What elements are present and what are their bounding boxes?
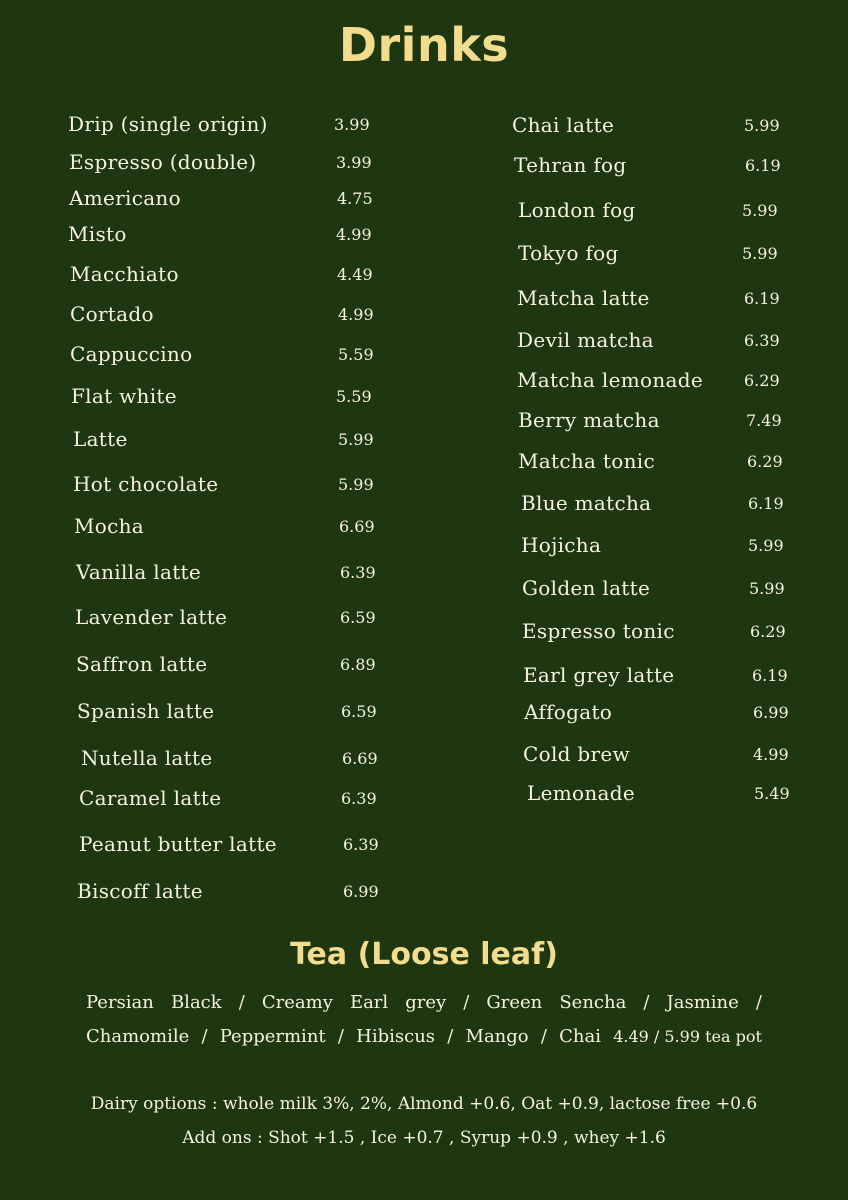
menu-item-name: Matcha latte: [517, 286, 650, 310]
menu-item-price: 3.99: [336, 153, 372, 172]
tea-word: Mango: [465, 1026, 529, 1047]
tea-word: Black: [170, 992, 222, 1013]
menu-item-name: Spanish latte: [77, 699, 215, 723]
menu-item-name: Americano: [69, 186, 181, 210]
dairy-options: Dairy options : whole milk 3%, 2%, Almond +0.6, Oat +0.9, lactose free +0.6: [90, 1094, 758, 1114]
menu-item-price: 5.59: [338, 345, 374, 364]
tea-word: Hibiscus: [356, 1026, 436, 1047]
menu-item-price: 5.49: [754, 784, 790, 803]
separator: /: [238, 992, 245, 1013]
menu-item-price: 6.29: [750, 622, 786, 641]
menu-item-name: Earl grey latte: [523, 663, 675, 687]
menu-item-name: Golden latte: [522, 576, 651, 600]
menu-item-name: Macchiato: [70, 262, 179, 286]
separator: /: [447, 1026, 454, 1047]
menu-item-price: 6.39: [340, 563, 376, 582]
menu-item-price: 6.99: [343, 882, 379, 901]
menu-item-name: Hot chocolate: [73, 472, 219, 496]
menu-item-name: Lavender latte: [75, 605, 228, 629]
menu-item-price: 6.19: [752, 666, 788, 685]
menu-item-name: Tehran fog: [514, 153, 627, 177]
menu-item-price: 6.89: [340, 655, 376, 674]
menu-item-price: 5.99: [744, 116, 780, 135]
tea-word: Persian: [86, 992, 154, 1013]
menu-item-price: 6.69: [342, 749, 378, 768]
menu-item-name: Caramel latte: [79, 786, 222, 810]
menu-item-name: Drip (single origin): [68, 112, 268, 136]
menu-item-name: Matcha tonic: [518, 449, 655, 473]
menu-item-name: Cappuccino: [70, 342, 193, 366]
menu-item-name: Chai latte: [512, 113, 615, 137]
menu-item-price: 4.99: [753, 745, 789, 764]
menu-item-price: 5.99: [742, 244, 778, 263]
menu-item-name: Misto: [68, 222, 127, 246]
menu-item-price: 6.19: [744, 289, 780, 308]
separator: /: [337, 1026, 344, 1047]
menu-item-price: 6.39: [744, 331, 780, 350]
menu-item-name: Espresso (double): [69, 150, 257, 174]
tea-word: Earl: [349, 992, 389, 1013]
menu-item-name: Peanut butter latte: [79, 832, 277, 856]
menu-item-name: Biscoff latte: [77, 879, 203, 903]
menu-item-name: Affogato: [524, 700, 613, 724]
menu-item-price: 5.99: [749, 579, 785, 598]
menu-item-price: 6.29: [747, 452, 783, 471]
menu-item-price: 7.49: [746, 411, 782, 430]
add-ons: Add ons : Shot +1.5 , Ice +0.7 , Syrup +0.9 , whey +1.6: [182, 1128, 666, 1148]
tea-word: Jasmine: [666, 992, 739, 1013]
menu-item-price: 6.99: [753, 703, 789, 722]
tea-word: Peppermint: [219, 1026, 326, 1047]
menu-item-price: 4.75: [337, 189, 373, 208]
tea-word: Chai: [559, 1026, 601, 1047]
menu-item-price: 5.59: [336, 387, 372, 406]
tea-word: grey: [405, 992, 447, 1013]
menu-item-price: 4.99: [336, 225, 372, 244]
menu-item-price: 5.99: [748, 536, 784, 555]
tea-word: Sencha: [559, 992, 627, 1013]
tea-word: Green: [486, 992, 543, 1013]
menu-item-price: 6.59: [341, 702, 377, 721]
menu-item-price: 4.99: [338, 305, 374, 324]
menu-item-name: Lemonade: [527, 781, 635, 805]
menu-item-name: Flat white: [71, 384, 177, 408]
separator: /: [463, 992, 470, 1013]
menu-item-name: Mocha: [74, 514, 145, 538]
menu-item-price: 6.19: [745, 156, 781, 175]
tea-varieties-line-2: [86, 1024, 762, 1050]
tea-word: Creamy: [261, 992, 333, 1013]
menu-item-name: Matcha lemonade: [517, 368, 703, 392]
menu-item-price: 4.49: [337, 265, 373, 284]
menu-item-price: 6.19: [748, 494, 784, 513]
menu-item-name: London fog: [518, 198, 636, 222]
menu-item-price: 6.29: [744, 371, 780, 390]
menu-item-name: Blue matcha: [521, 491, 652, 515]
page-title: Drinks: [338, 18, 510, 72]
menu-item-price: 6.69: [339, 517, 375, 536]
tea-price: 4.49 / 5.99 tea pot: [613, 1027, 762, 1046]
menu-item-price: 6.39: [343, 835, 379, 854]
menu-item-name: Hojicha: [521, 533, 602, 557]
tea-section-title: Tea (Loose leaf): [290, 937, 558, 972]
separator: /: [643, 992, 650, 1013]
menu-item-name: Cold brew: [523, 742, 630, 766]
separator: /: [540, 1026, 547, 1047]
menu-item-name: Devil matcha: [517, 328, 654, 352]
menu-item-name: Espresso tonic: [522, 619, 675, 643]
tea-word: Chamomile: [86, 1026, 190, 1047]
menu-item-price: 3.99: [334, 115, 370, 134]
menu-item-price: 5.99: [338, 475, 374, 494]
menu-item-name: Saffron latte: [76, 652, 208, 676]
menu-item-price: 6.59: [340, 608, 376, 627]
menu-item-name: Cortado: [70, 302, 154, 326]
menu-item-name: Nutella latte: [81, 746, 213, 770]
menu-item-name: Latte: [73, 427, 128, 451]
menu-item-name: Vanilla latte: [76, 560, 202, 584]
menu-item-price: 5.99: [338, 430, 374, 449]
separator: /: [755, 992, 762, 1013]
menu-item-name: Berry matcha: [518, 408, 660, 432]
menu-item-price: 5.99: [742, 201, 778, 220]
separator: /: [201, 1026, 208, 1047]
menu-item-price: 6.39: [341, 789, 377, 808]
tea-varieties-line-1: [86, 990, 762, 1016]
menu-item-name: Tokyo fog: [518, 241, 619, 265]
